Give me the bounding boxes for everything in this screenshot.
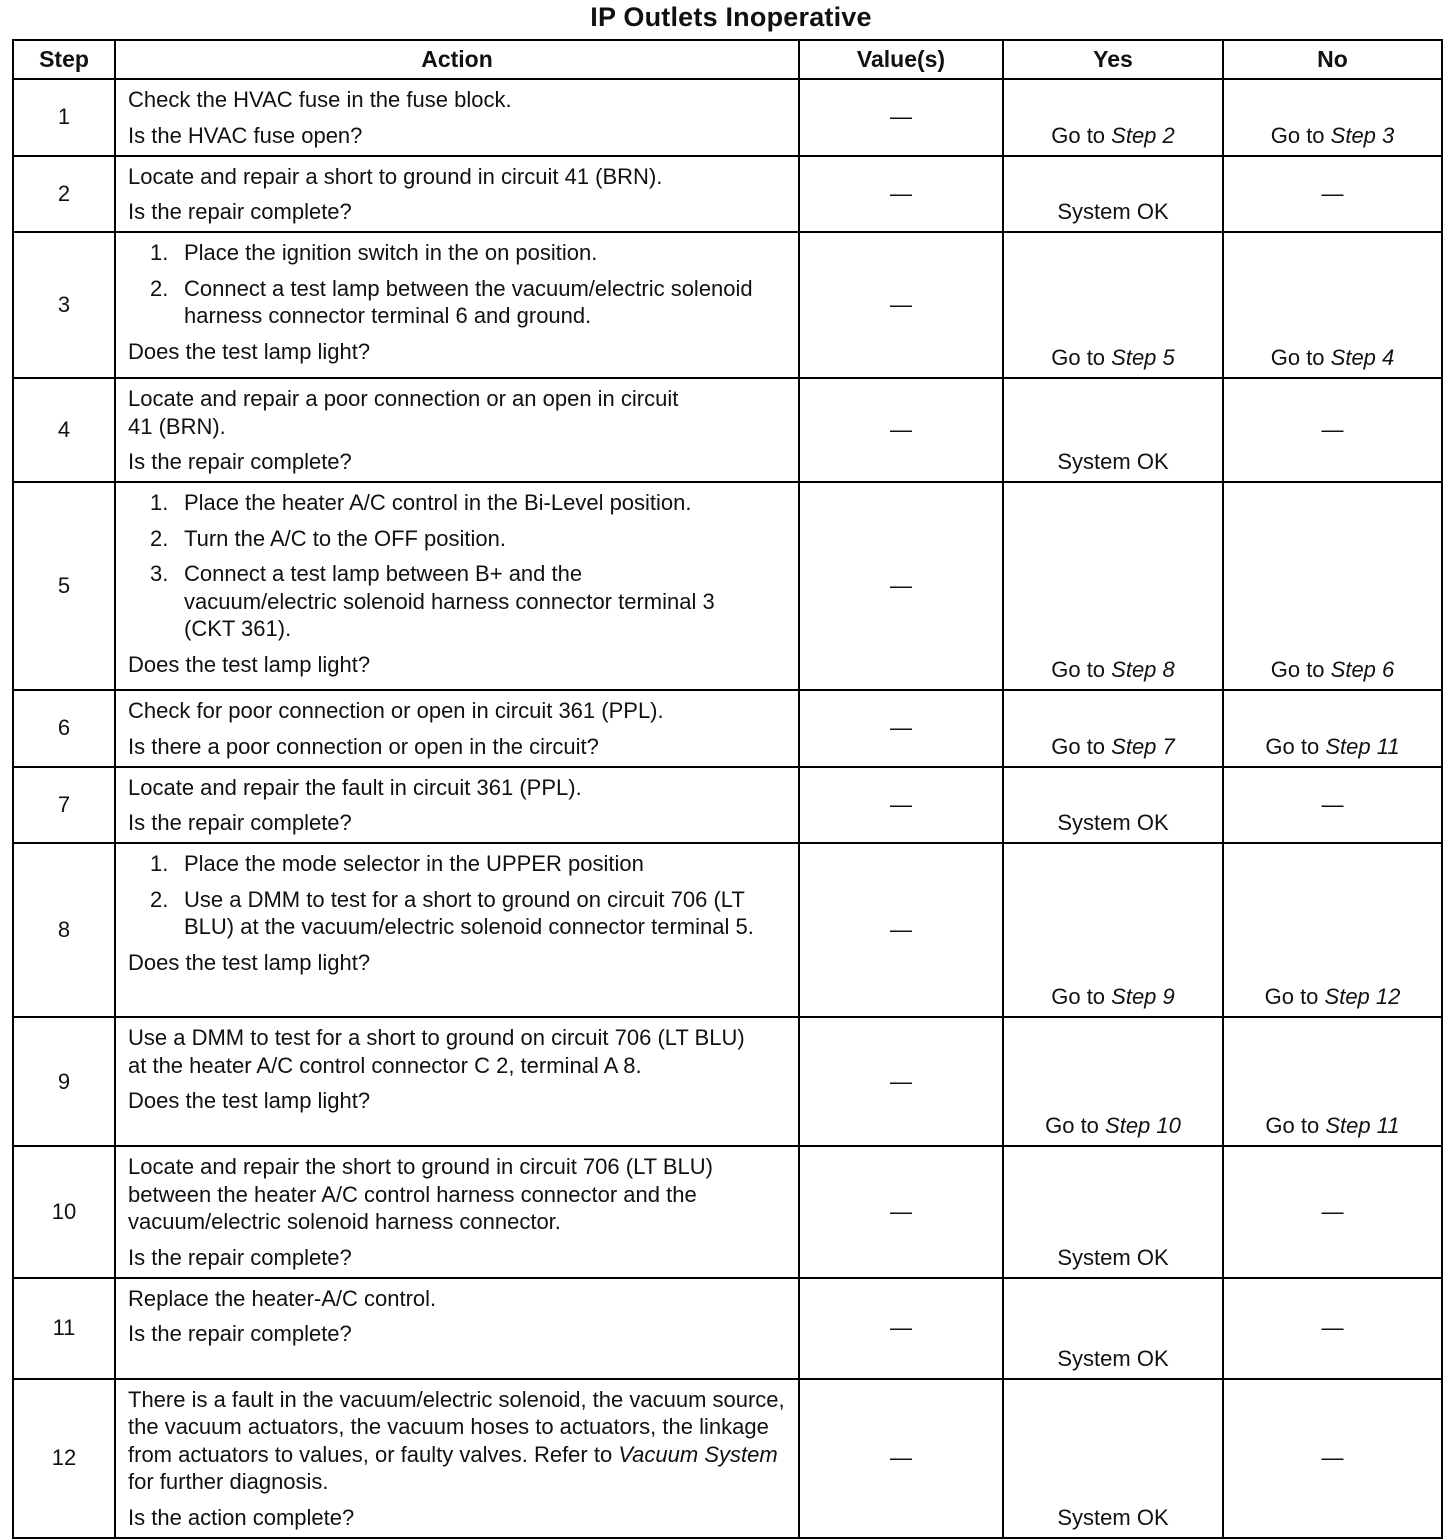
action-cell bbox=[115, 232, 799, 378]
action-cell bbox=[115, 1017, 799, 1146]
action-list bbox=[128, 239, 788, 338]
no-cell: Go to Step 11 bbox=[1223, 1017, 1442, 1146]
action-question: Is the repair complete? bbox=[128, 199, 352, 224]
action-question: Is the repair complete? bbox=[128, 810, 352, 835]
table-row bbox=[13, 156, 1442, 233]
yes-cell: Go to Step 8 bbox=[1003, 482, 1223, 690]
value-cell: — bbox=[799, 1379, 1003, 1538]
header-row bbox=[13, 40, 1442, 79]
no-cell: — bbox=[1223, 378, 1442, 482]
no-step-link[interactable]: Step 11 bbox=[1325, 1113, 1400, 1138]
value-cell: — bbox=[799, 1017, 1003, 1146]
step-number: 5 bbox=[13, 482, 115, 690]
no-cell: Go to Step 6 bbox=[1223, 482, 1442, 690]
table-row bbox=[13, 1278, 1442, 1379]
action-question: Is there a poor connection or open in the circuit? bbox=[128, 733, 599, 759]
list-item: 2. Connect a test lamp between the vacuum/electric solenoid harness connector terminal 6 and ground. bbox=[150, 275, 753, 328]
table-row bbox=[13, 843, 1442, 1017]
action-text: Locate and repair a poor connection or an open in circuit 41 (BRN). bbox=[128, 386, 679, 439]
table-row bbox=[13, 1379, 1442, 1538]
no-cell bbox=[1223, 79, 1442, 156]
action-cell bbox=[115, 767, 799, 844]
yes-cell: System OK bbox=[1003, 767, 1223, 844]
yes-cell: System OK bbox=[1003, 156, 1223, 233]
step-number: 9 bbox=[13, 1017, 115, 1146]
yes-cell: System OK bbox=[1003, 378, 1223, 482]
no-cell: — bbox=[1223, 767, 1442, 844]
header-no: No bbox=[1223, 40, 1442, 79]
no-cell: Go to Step 11 bbox=[1223, 690, 1442, 767]
action-cell bbox=[115, 1146, 799, 1278]
action-text: Locate and repair a short to ground in circuit 41 (BRN). bbox=[128, 163, 663, 189]
table-row bbox=[13, 378, 1442, 482]
vacuum-system-link[interactable]: Vacuum System bbox=[618, 1441, 778, 1467]
table-row bbox=[13, 232, 1442, 378]
action-list bbox=[128, 489, 788, 651]
no-cell: — bbox=[1223, 156, 1442, 233]
action-cell bbox=[115, 1379, 799, 1538]
yes-cell: Go to Step 10 bbox=[1003, 1017, 1223, 1146]
action-cell bbox=[115, 1278, 799, 1379]
yes-prefix: Go to bbox=[1051, 122, 1112, 148]
action-text: There is a fault in the vacuum/electric solenoid, the vacuum source, the vacuum actuators, the vacuum hoses to actuators, the linkage from actuators to values, or faulty valves. Refer to Vacuum System for further diagnosis. bbox=[128, 1386, 785, 1494]
yes-cell: System OK bbox=[1003, 1146, 1223, 1278]
value-cell: — bbox=[799, 378, 1003, 482]
header-yes: Yes bbox=[1003, 40, 1223, 79]
step-number: 11 bbox=[13, 1278, 115, 1379]
action-cell bbox=[115, 843, 799, 1017]
yes-cell: System OK bbox=[1003, 1278, 1223, 1379]
value-cell: — bbox=[799, 1278, 1003, 1379]
no-cell: Go to Step 4 bbox=[1223, 232, 1442, 378]
action-cell bbox=[115, 690, 799, 767]
action-cell bbox=[115, 79, 799, 156]
step-number: 10 bbox=[13, 1146, 115, 1278]
list-item: 2. Turn the A/C to the OFF position. bbox=[150, 525, 506, 551]
step-number: 6 bbox=[13, 690, 115, 767]
action-text: Replace the heater-A/C control. bbox=[128, 1285, 437, 1311]
list-item: 1. Place the mode selector in the UPPER position bbox=[150, 851, 644, 876]
list-item: 2. Use a DMM to test for a short to ground on circuit 706 (LT BLU) at the vacuum/electric solenoid connector terminal 5. bbox=[150, 886, 754, 939]
action-question: Does the test lamp light? bbox=[128, 651, 371, 677]
yes-cell: System OK bbox=[1003, 1379, 1223, 1538]
no-cell: Go to Step 12 bbox=[1223, 843, 1442, 1017]
no-step-link[interactable]: Step 11 bbox=[1325, 733, 1400, 759]
action-text: Locate and repair the fault in circuit 361 (PPL). bbox=[128, 774, 582, 800]
page-title: IP Outlets Inoperative bbox=[590, 2, 872, 32]
action-question: Is the repair complete? bbox=[128, 1244, 352, 1270]
value-cell: — bbox=[799, 156, 1003, 233]
value-cell: — bbox=[799, 1146, 1003, 1278]
action-question: Is the repair complete? bbox=[128, 449, 352, 474]
no-step-link[interactable]: Step 12 bbox=[1324, 984, 1401, 1009]
diagnostic-table bbox=[12, 39, 1443, 1539]
value-cell: — bbox=[799, 690, 1003, 767]
no-step-link[interactable]: Step 6 bbox=[1330, 657, 1395, 682]
action-list bbox=[128, 850, 788, 949]
list-item: 1. Place the heater A/C control in the Bi-Level position. bbox=[150, 490, 692, 515]
value-cell: — bbox=[799, 79, 1003, 156]
action-cell bbox=[115, 156, 799, 233]
yes-step-link[interactable]: Step 10 bbox=[1105, 1113, 1181, 1138]
yes-step-link[interactable]: Step 5 bbox=[1111, 345, 1175, 370]
yes-cell bbox=[1003, 79, 1223, 156]
list-item: 3. Connect a test lamp between B+ and the vacuum/electric solenoid harness connector terminal 3 (CKT 361). bbox=[150, 561, 715, 641]
header-action: Action bbox=[115, 40, 799, 79]
yes-cell: Go to Step 5 bbox=[1003, 232, 1223, 378]
table-row bbox=[13, 767, 1442, 844]
no-cell: — bbox=[1223, 1146, 1442, 1278]
header-step: Step bbox=[13, 40, 115, 79]
yes-step-link[interactable]: Step 9 bbox=[1111, 984, 1175, 1009]
yes-step-link[interactable]: Step 2 bbox=[1111, 122, 1175, 148]
action-question: Is the HVAC fuse open? bbox=[128, 122, 363, 148]
action-text: Check the HVAC fuse in the fuse block. bbox=[128, 87, 512, 112]
value-cell: — bbox=[799, 482, 1003, 690]
step-number: 8 bbox=[13, 843, 115, 1017]
step-number: 2 bbox=[13, 156, 115, 233]
yes-cell: Go to Step 9 bbox=[1003, 843, 1223, 1017]
yes-step-link[interactable]: Step 8 bbox=[1111, 657, 1175, 682]
value-cell: — bbox=[799, 843, 1003, 1017]
action-question: Does the test lamp light? bbox=[128, 338, 371, 364]
list-item: 1. Place the ignition switch in the on position. bbox=[150, 240, 598, 265]
action-cell bbox=[115, 482, 799, 690]
yes-cell: Go to Step 7 bbox=[1003, 690, 1223, 767]
no-cell: — bbox=[1223, 1379, 1442, 1538]
table-row bbox=[13, 690, 1442, 767]
value-cell: — bbox=[799, 767, 1003, 844]
value-cell: — bbox=[799, 232, 1003, 378]
table-row bbox=[13, 79, 1442, 156]
step-number: 12 bbox=[13, 1379, 115, 1538]
step-number: 1 bbox=[13, 79, 115, 156]
table-row bbox=[13, 1017, 1442, 1146]
step-number: 4 bbox=[13, 378, 115, 482]
action-question: Is the repair complete? bbox=[128, 1321, 352, 1346]
table-row bbox=[13, 482, 1442, 690]
action-text: Use a DMM to test for a short to ground on circuit 706 (LT BLU) at the heater A/C control connector C 2, terminal A 8. bbox=[128, 1025, 745, 1078]
no-prefix: Go to bbox=[1270, 122, 1331, 148]
action-text: Check for poor connection or open in circuit 361 (PPL). bbox=[128, 698, 664, 723]
no-cell: — bbox=[1223, 1278, 1442, 1379]
table-row bbox=[13, 1146, 1442, 1278]
step-number: 7 bbox=[13, 767, 115, 844]
header-values: Value(s) bbox=[799, 40, 1003, 79]
no-step-link[interactable]: Step 3 bbox=[1330, 122, 1395, 148]
step-number: 3 bbox=[13, 232, 115, 378]
action-question: Is the action complete? bbox=[128, 1504, 355, 1530]
no-step-link[interactable]: Step 4 bbox=[1330, 345, 1395, 370]
action-text: Locate and repair the short to ground in circuit 706 (LT BLU) between the heater A/C control harness connector and the vacuum/electric solenoid harness connector. bbox=[128, 1154, 713, 1234]
yes-step-link[interactable]: Step 7 bbox=[1111, 733, 1175, 759]
action-question: Does the test lamp light? bbox=[128, 1088, 371, 1113]
action-question: Does the test lamp light? bbox=[128, 949, 371, 975]
action-cell bbox=[115, 378, 799, 482]
